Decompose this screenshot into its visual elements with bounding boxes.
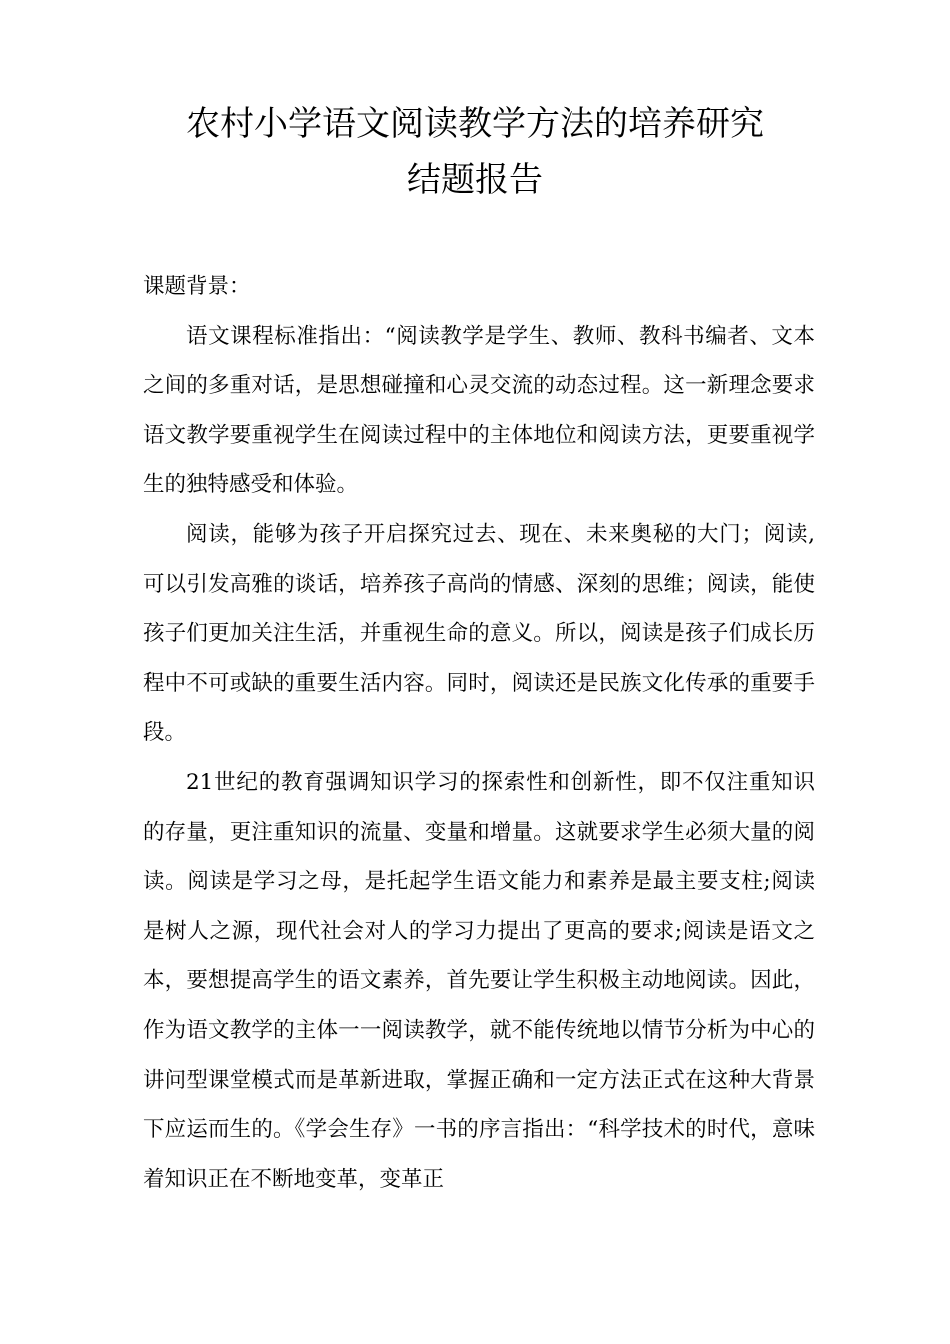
paragraph-3: 21世纪的教育强调知识学习的探索性和创新性，即不仅注重知识的存量，更注重知识的流量、变量和增量。这就要求学生必须大量的阅读。阅读是学习之母，是托起学生语文能力和素养是最主要支柱;阅读是树人之源，现代社会对人的学习力提出了更高的要求;阅读是语文之本，要想提高学生的语文素养，首先要让学生积极主动地阅读。因此，作为语文教学的主体一一阅读教学，就不能传统地以情节分析为中心的讲问型课堂模式而是革新进取，掌握正确和一定方法正式在这种大背景下应运而生的。《学会生存》一书的序言指出：“科学技术的时代，意味着知识正在不断地变革，变革正 [143, 769, 815, 1192]
section-label: 课题背景： [143, 274, 251, 299]
paragraph-1: 语文课程标准指出：“阅读教学是学生、教师、教科书编者、文本之间的多重对话，是思想碰撞和心灵交流的动态过程。这一新理念要求语文教学要重视学生在阅读过程中的主体地位和阅读方法，更要重视学生的独特感受和体验。 [143, 323, 815, 498]
title-line-2: 结题报告 [407, 160, 543, 200]
document-body [143, 262, 815, 1204]
title-line-1: 农村小学语文阅读教学方法的培养研究 [186, 104, 764, 144]
document-title [0, 96, 950, 208]
paragraph-2: 阅读，能够为孩子开启探究过去、现在、未来奥秘的大门；阅读, 可以引发高雅的谈话，培养孩子高尚的情感、深刻的思维；阅读，能使孩子们更加关注生活，并重视生命的意义。所以，阅读是孩子们成长历程中不可或缺的重要生活内容。同时，阅读还是民族文化传承的重要手段。 [143, 521, 815, 746]
